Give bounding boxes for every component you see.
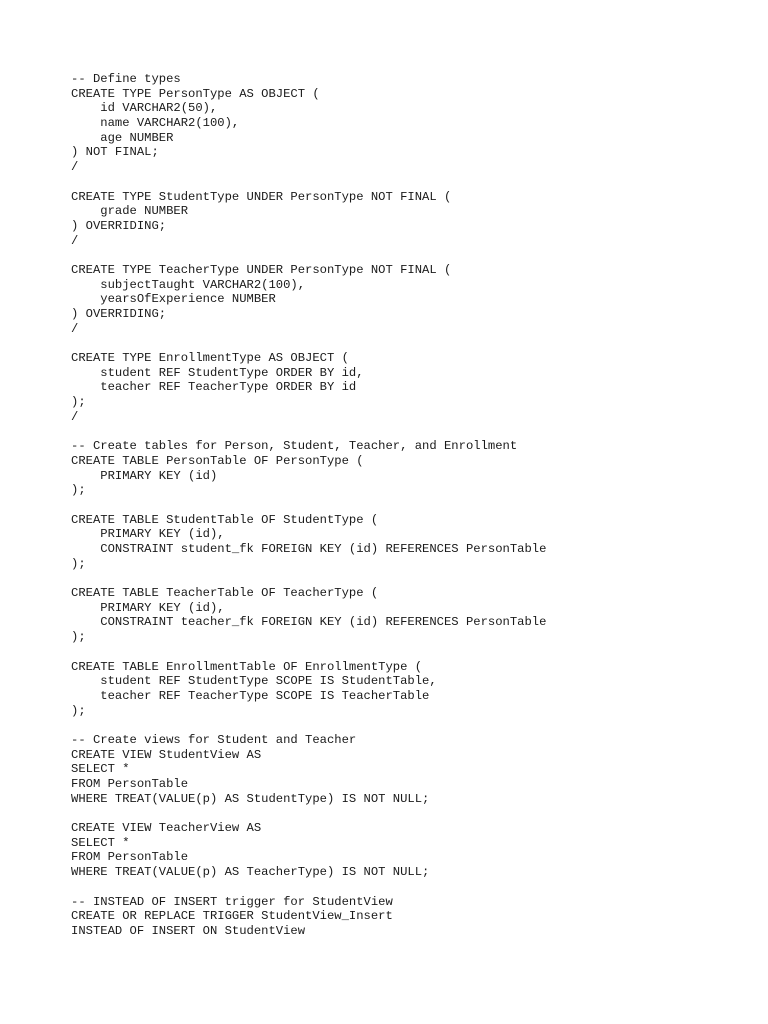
code-line: ); — [71, 483, 86, 498]
code-line — [71, 248, 751, 263]
code-line: teacher REF TeacherType SCOPE IS TeacherTable — [71, 688, 430, 703]
code-line: teacher REF TeacherType ORDER BY id — [71, 380, 357, 395]
code-line — [71, 880, 751, 895]
code-line: id VARCHAR2(50), — [71, 101, 218, 116]
sql-code-block — [71, 72, 751, 939]
code-line: CREATE TABLE StudentTable OF StudentType ( — [71, 512, 379, 527]
code-line: INSTEAD OF INSERT ON StudentView — [71, 923, 306, 938]
code-line: grade NUMBER — [71, 204, 189, 219]
code-line — [71, 645, 751, 660]
code-line: PRIMARY KEY (id) — [71, 468, 218, 483]
code-line: WHERE TREAT(VALUE(p) AS StudentType) IS NOT NULL; — [71, 791, 430, 806]
code-line: CREATE TYPE EnrollmentType AS OBJECT ( — [71, 351, 349, 366]
code-line: student REF StudentType ORDER BY id, — [71, 365, 364, 380]
code-line: -- Define types — [71, 72, 181, 86]
code-line: / — [71, 321, 79, 336]
code-line: / — [71, 233, 79, 248]
code-line: CREATE TYPE StudentType UNDER PersonType NOT FINAL ( — [71, 189, 452, 204]
code-line: CREATE TYPE TeacherType UNDER PersonType NOT FINAL ( — [71, 262, 452, 277]
code-line — [71, 498, 751, 513]
code-line: ); — [71, 556, 86, 571]
code-line: CREATE TABLE EnrollmentTable OF EnrollmentType ( — [71, 659, 423, 674]
code-line: yearsOfExperience NUMBER — [71, 292, 276, 307]
code-line — [71, 718, 751, 733]
code-line: age NUMBER — [71, 130, 174, 145]
code-line: WHERE TREAT(VALUE(p) AS TeacherType) IS NOT NULL; — [71, 865, 430, 880]
code-line: subjectTaught VARCHAR2(100), — [71, 277, 306, 292]
code-line: CONSTRAINT student_fk FOREIGN KEY (id) REFERENCES PersonTable — [71, 542, 547, 556]
code-line: SELECT * — [71, 762, 130, 777]
code-line: ) NOT FINAL; — [71, 145, 159, 160]
code-line: CREATE TABLE TeacherTable OF TeacherType ( — [71, 586, 379, 601]
code-line: ); — [71, 630, 86, 645]
code-line: name VARCHAR2(100), — [71, 116, 240, 131]
code-line: SELECT * — [71, 835, 130, 850]
code-line: CREATE VIEW TeacherView AS — [71, 821, 262, 836]
code-line: student REF StudentType SCOPE IS StudentTable, — [71, 674, 437, 689]
code-line: ) OVERRIDING; — [71, 307, 167, 321]
code-line: CREATE OR REPLACE TRIGGER StudentView_Insert — [71, 909, 393, 924]
code-line: CONSTRAINT teacher_fk FOREIGN KEY (id) REFERENCES PersonTable — [71, 615, 547, 630]
code-line: FROM PersonTable — [71, 850, 189, 865]
code-line: FROM PersonTable — [71, 777, 189, 791]
code-line: -- INSTEAD OF INSERT trigger for StudentView — [71, 894, 393, 909]
code-line: -- Create views for Student and Teacher — [71, 732, 357, 747]
code-line — [71, 571, 751, 586]
code-line: / — [71, 409, 79, 424]
code-line: CREATE TABLE PersonTable OF PersonType ( — [71, 453, 364, 468]
code-line — [71, 806, 751, 821]
code-line: CREATE VIEW StudentView AS — [71, 747, 262, 762]
code-line: ); — [71, 395, 86, 410]
code-line — [71, 425, 751, 440]
code-line: PRIMARY KEY (id), — [71, 600, 225, 615]
code-line — [71, 336, 751, 351]
code-line: / — [71, 160, 79, 175]
code-line: PRIMARY KEY (id), — [71, 527, 225, 542]
code-line: -- Create tables for Person, Student, Teacher, and Enrollment — [71, 439, 518, 454]
code-line: CREATE TYPE PersonType AS OBJECT ( — [71, 86, 320, 101]
code-line — [71, 175, 751, 190]
code-line: ) OVERRIDING; — [71, 218, 167, 233]
code-line: ); — [71, 703, 86, 718]
